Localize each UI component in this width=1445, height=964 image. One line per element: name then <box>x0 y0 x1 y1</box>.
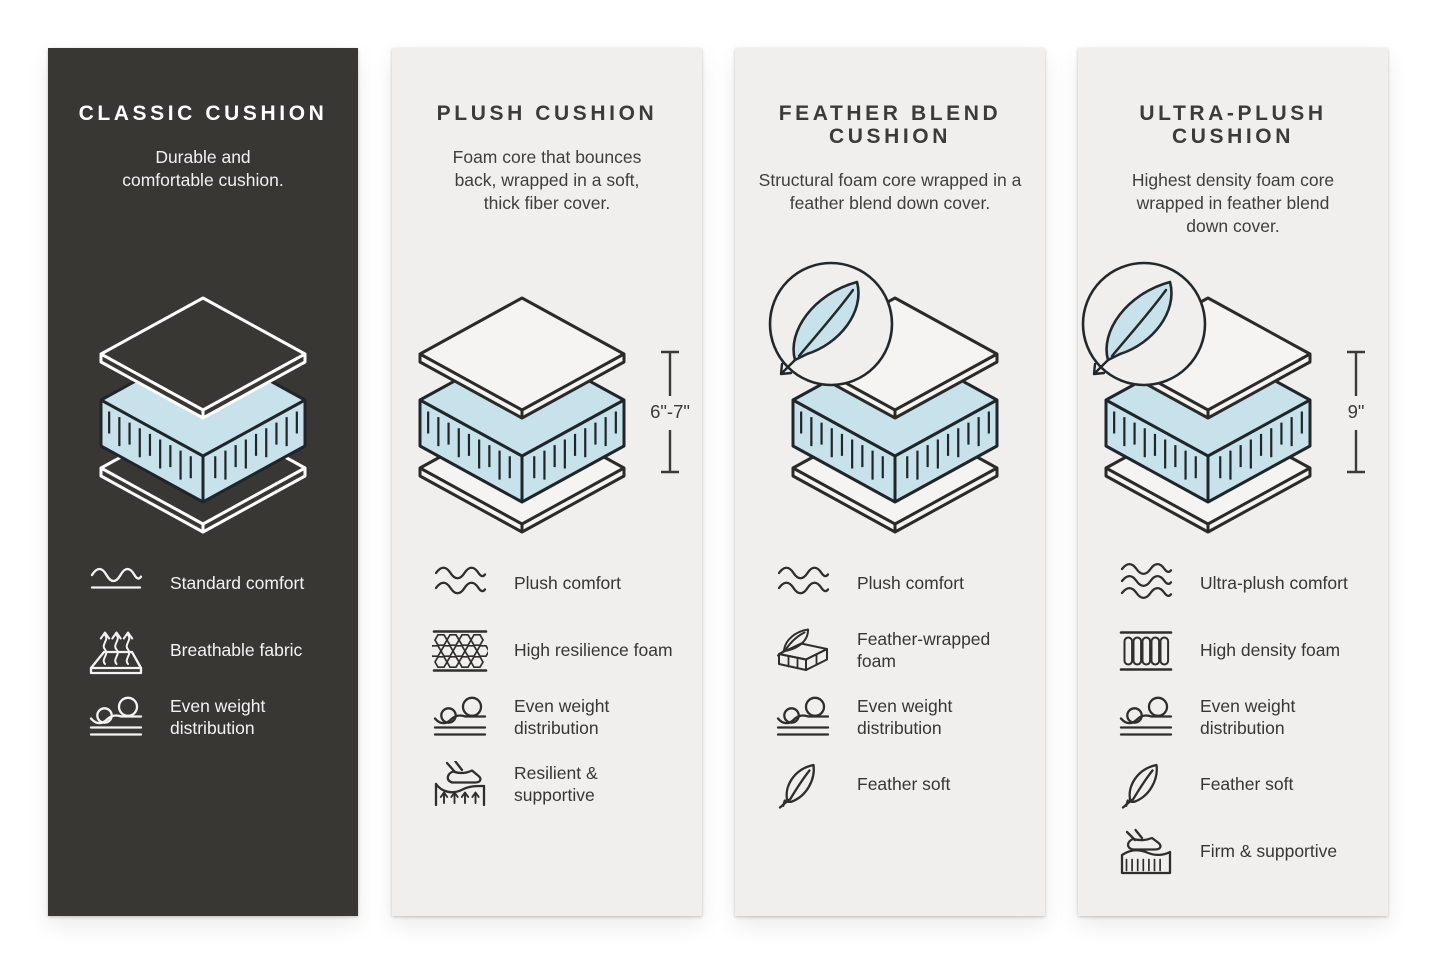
panel-title: FEATHER BLEND CUSHION <box>778 102 1002 148</box>
even-weight-icon <box>775 694 831 742</box>
feature-label: Plush comfort <box>857 573 964 594</box>
double-wave-icon <box>775 560 831 608</box>
cushion-layers-illustration <box>1078 260 1388 536</box>
feature-item <box>88 694 350 742</box>
feather-badge <box>1083 263 1205 385</box>
breathable-fabric-icon <box>88 627 144 675</box>
panel-description: Foam core that bounces back, wrapped in a soft, thick fiber cover. <box>452 147 642 214</box>
triple-wave-icon <box>1118 560 1174 608</box>
feature-item <box>775 560 1037 608</box>
firm-supportive-icon <box>1118 828 1174 876</box>
feature-item <box>1118 694 1380 742</box>
feature-label: Feather soft <box>1200 774 1294 795</box>
panel-classic-cushion <box>48 48 358 916</box>
feature-list <box>48 560 358 742</box>
feather-icon <box>775 761 831 809</box>
panel-title: CLASSIC CUSHION <box>78 102 328 125</box>
feature-label: Feather soft <box>857 774 951 795</box>
feature-list <box>392 560 702 809</box>
panel-description: Durable and comfortable cushion. <box>122 147 284 191</box>
feature-label: High density foam <box>1200 640 1341 661</box>
panel-ultra-plush-cushion <box>1078 48 1388 916</box>
feature-item <box>775 627 1037 675</box>
feature-item <box>1118 761 1380 809</box>
even-weight-icon <box>432 694 488 742</box>
feature-label: High resilience foam <box>514 640 673 661</box>
feather-wrapped-foam-icon <box>775 627 831 675</box>
even-weight-icon <box>88 694 144 742</box>
feature-list <box>735 560 1045 809</box>
feature-label: Breathable fabric <box>170 640 303 661</box>
feather-icon <box>1118 761 1174 809</box>
panel-title: ULTRA-PLUSH CUSHION <box>1139 102 1327 148</box>
feather-badge <box>770 263 892 385</box>
feature-item <box>88 627 350 675</box>
panel-plush-cushion <box>392 48 702 916</box>
resilient-supportive-icon <box>432 761 488 809</box>
feature-item <box>1118 828 1380 876</box>
panel-description: Highest density foam core wrapped in feather blend down cover. <box>1131 170 1335 237</box>
even-weight-icon <box>1118 694 1174 742</box>
feature-item <box>432 694 694 742</box>
feature-label: Standard comfort <box>170 573 305 594</box>
foam-honeycomb-icon <box>432 627 488 675</box>
feature-item <box>432 627 694 675</box>
feature-label: Ultra-plush comfort <box>1200 573 1348 594</box>
feature-item <box>432 560 694 608</box>
feature-label: Resilient & supportive <box>514 763 598 805</box>
cushion-layers-illustration <box>48 260 358 536</box>
feature-label: Even weight distribution <box>514 696 610 738</box>
feature-label: Plush comfort <box>514 573 621 594</box>
height-label: 6"-7" <box>650 401 690 422</box>
cushion-layers-illustration <box>392 260 702 536</box>
feature-label: Feather-wrapped foam <box>857 629 991 671</box>
feature-item <box>775 761 1037 809</box>
feature-label: Even weight distribution <box>170 696 266 738</box>
wave-icon <box>88 560 144 608</box>
double-wave-icon <box>432 560 488 608</box>
panel-feather-blend-cushion <box>735 48 1045 916</box>
feature-label: Even weight distribution <box>1200 696 1296 738</box>
feature-item <box>1118 560 1380 608</box>
height-label: 9" <box>1347 401 1365 422</box>
panel-title: PLUSH CUSHION <box>436 102 658 125</box>
feature-label: Even weight distribution <box>857 696 953 738</box>
feature-item <box>88 560 350 608</box>
feature-label: Firm & supportive <box>1200 841 1338 862</box>
high-density-foam-icon <box>1118 627 1174 675</box>
feature-item <box>1118 627 1380 675</box>
cushion-layers-illustration <box>735 260 1045 536</box>
feature-list <box>1078 560 1388 876</box>
feature-item <box>432 761 694 809</box>
panel-description: Structural foam core wrapped in a feather blend down cover. <box>758 170 1022 214</box>
feature-item <box>775 694 1037 742</box>
